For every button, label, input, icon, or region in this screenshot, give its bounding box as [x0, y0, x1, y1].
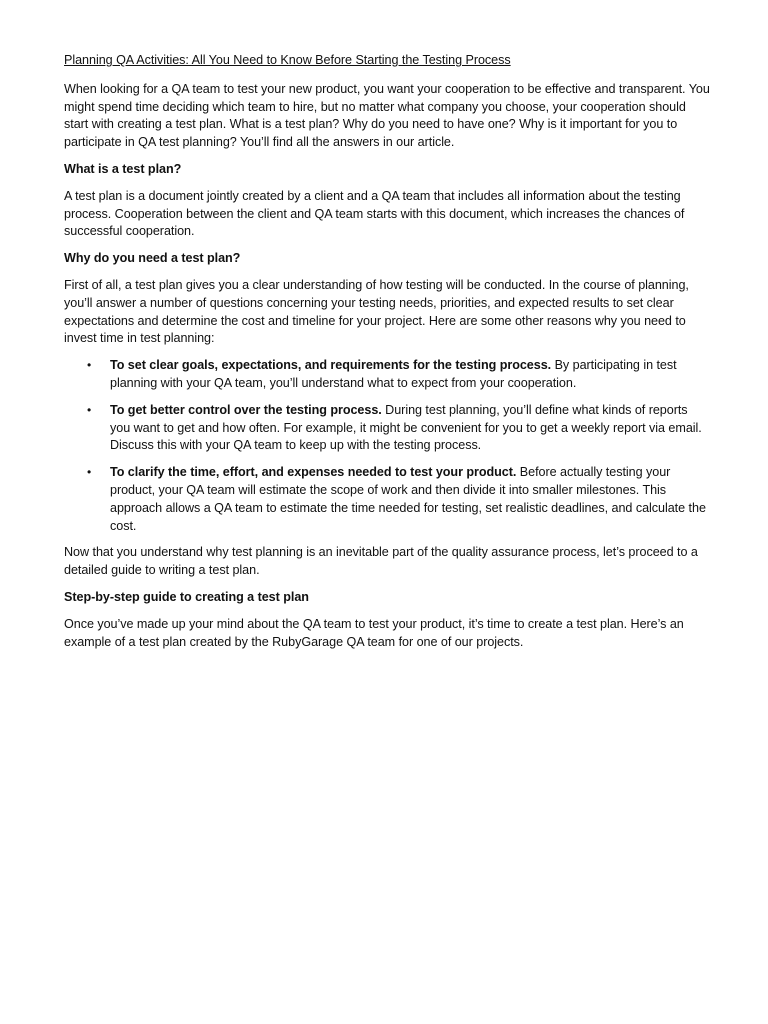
heading-why-need-test-plan: Why do you need a test plan? — [64, 251, 241, 266]
bullet-icon: • — [87, 358, 92, 373]
bullet-lead: To get better control over the testing process. — [110, 402, 382, 417]
heading-what-is-test-plan: What is a test plan? — [64, 161, 182, 176]
list-item — [64, 464, 710, 535]
bullet-icon: • — [87, 402, 92, 417]
paragraph-outro: Now that you understand why test planning is an inevitable part of the quality assurance process, let’s proceed to a detailed guide to writing a test plan. — [64, 545, 698, 578]
bullet-text: Before actually testing your product, your QA team will estimate the scope of work and then divide it into smaller milestones. This approach allows a QA team to estimate the time needed for testing, set realistic deadlines, and calculate the cost. — [110, 465, 706, 533]
bullet-text: During test planning, you’ll define what kinds of reports you want to get and how often. For example, it might be convenient for you to get a weekly report via email. Discuss this with your QA team to keep up with the testing process. — [110, 402, 702, 453]
bullet-icon: • — [87, 465, 92, 480]
bullet-text: By participating in test planning with your QA team, you’ll understand what to expect from your cooperation. — [110, 358, 677, 390]
document-title: Planning QA Activities: All You Need to Know Before Starting the Testing Process — [64, 53, 511, 67]
heading-step-by-step: Step-by-step guide to creating a test plan — [64, 589, 309, 604]
list-item — [64, 402, 710, 455]
list-item — [64, 357, 710, 393]
reasons-list — [64, 357, 710, 535]
paragraph-why-need-test-plan: First of all, a test plan gives you a clear understanding of how testing will be conducted. In the course of planning, you’ll answer a number of questions concerning your testing needs, priorities, and expected results to set clear expectations and determine the cost and timeline for your project. Here are some other reasons why you need to invest time in test planning: — [64, 277, 689, 346]
bullet-lead: To set clear goals, expectations, and requirements for the testing process. — [110, 358, 552, 373]
document-page — [64, 52, 710, 660]
intro-paragraph: When looking for a QA team to test your new product, you want your cooperation to be effective and transparent. You might spend time deciding which team to hire, but no matter what company you choose, your cooperation should start with creating a test plan. What is a test plan? Why do you need to have one? Why is it important for you to participate in QA test planning? You’ll find all the answers in our article. — [64, 81, 710, 150]
bullet-lead: To clarify the time, effort, and expenses needed to test your product. — [110, 465, 517, 480]
paragraph-step-by-step: Once you’ve made up your mind about the QA team to test your product, it’s time to create a test plan. Here’s an example of a test plan created by the RubyGarage QA team for one of our projects. — [64, 616, 684, 649]
paragraph-what-is-test-plan: A test plan is a document jointly created by a client and a QA team that includes all information about the testing process. Cooperation between the client and QA team starts with this document, which increases the chances of successful cooperation. — [64, 188, 685, 239]
